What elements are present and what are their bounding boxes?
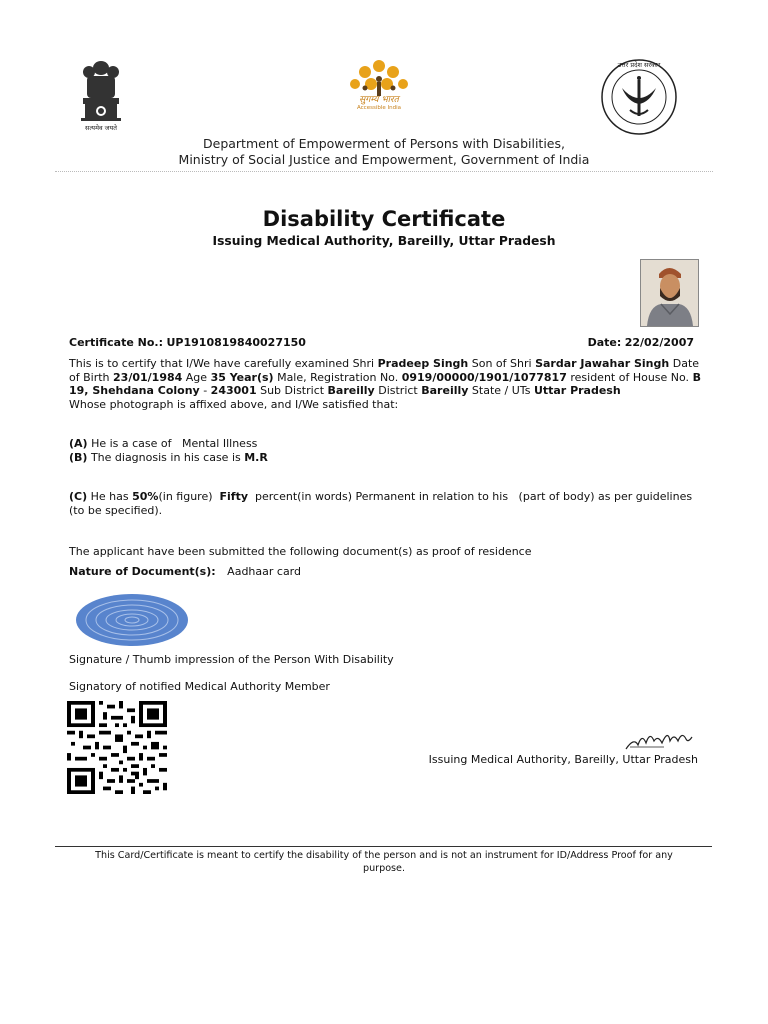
authority-label: Issuing Medical Authority, Bareilly, Uttar Pradesh <box>428 753 698 766</box>
authority-signature <box>624 727 694 753</box>
body-text: This is to certify that I/We have carefully examined Shri <box>69 357 378 370</box>
documents-row <box>69 565 301 579</box>
item-a-text: He is a case of Mental Illness <box>87 437 258 450</box>
department-name: Department of Empowerment of Persons with Disabilities, <box>203 136 565 151</box>
accessible-india-logo <box>343 58 415 118</box>
certificate-date: 22/02/2007 <box>624 336 694 349</box>
documents-label: Nature of Document(s): <box>69 565 216 578</box>
item-b-label: (B) <box>69 451 88 464</box>
item-c-text: (in figure) <box>158 490 220 503</box>
district: Bareilly <box>421 384 469 397</box>
item-b <box>69 451 268 465</box>
ministry-name: Ministry of Social Justice and Empowerment, Government of India <box>178 152 590 167</box>
footer-divider <box>55 846 712 847</box>
qr-code <box>67 701 167 794</box>
certificate-number-row <box>69 336 306 350</box>
body-text: Age <box>182 370 211 384</box>
certificate-date-row <box>560 336 694 350</box>
certification-paragraph <box>69 357 701 411</box>
item-a <box>69 437 257 451</box>
header-divider <box>55 171 713 172</box>
disability-percent-words: Fifty <box>219 490 249 503</box>
accessible-india-caption-en: Accessible India <box>356 105 401 111</box>
footer-note: This Card/Certificate is meant to certify the disability of the person and is not an instrument for ID/Address Proof for any purpose. <box>95 850 673 874</box>
certificate-number: UP1910819840027150 <box>166 336 306 349</box>
disability-percent: 50% <box>132 490 159 503</box>
item-c-text: He has <box>87 490 133 503</box>
item-b-text: The diagnosis in his case is <box>87 451 245 464</box>
accessible-india-caption: सुगम्य भारत <box>359 95 399 105</box>
item-c <box>69 490 703 517</box>
father-name: Sardar Jawahar Singh <box>535 357 670 370</box>
applicant-photo <box>640 259 699 327</box>
body-text: Male, Registration No. <box>273 370 402 384</box>
certificate-title: Disability Certificate <box>262 207 506 231</box>
seal-text: उत्तर प्रदेश सरकार <box>617 61 661 69</box>
body-text: District <box>374 384 422 397</box>
thumb-caption: Signature / Thumb impression of the Person With Disability <box>69 653 394 666</box>
signatory-label: Signatory of notified Medical Authority Member <box>69 680 330 693</box>
applicant-name: Pradeep Singh <box>377 357 469 370</box>
state: Uttar Pradesh <box>533 384 621 397</box>
documents-intro: The applicant have been submitted the following document(s) as proof of residence <box>69 545 532 558</box>
body-text: resident of House No. <box>566 370 693 384</box>
body-text: Son of Shri <box>468 357 536 370</box>
item-a-label: (A) <box>69 437 88 450</box>
certificate-number-label: Certificate No.: <box>69 336 163 349</box>
emblem-motto: सत्यमेव जयते <box>85 124 117 132</box>
sub-district: Bareilly <box>327 384 375 397</box>
thumb-impression <box>74 590 190 650</box>
diagnosis-value: M.R <box>244 451 268 464</box>
age: 35 Year(s) <box>210 370 274 384</box>
uttar-pradesh-seal-logo <box>600 58 678 136</box>
date-of-birth: 23/01/1984 <box>113 370 183 384</box>
body-text: - <box>199 384 211 397</box>
registration-number: 0919/00000/1901/1077817 <box>401 370 567 384</box>
item-c-label: (C) <box>69 490 88 503</box>
house-address: B 19, Shehdana Colony <box>69 370 701 397</box>
body-text: State / UTs <box>468 384 534 397</box>
certificate-date-label: Date: <box>587 336 622 349</box>
documents-value: Aadhaar card <box>227 565 301 578</box>
department-header <box>0 136 768 168</box>
emblem-of-india-logo <box>72 56 130 134</box>
body-text: Date of Birth <box>69 357 700 384</box>
body-text-line2: Whose photograph is affixed above, and I/We satisfied that: <box>69 397 399 411</box>
pin-code: 243001 <box>210 384 257 397</box>
item-c-text: percent(in words) Permanent in relation to his (part of body) as per guidelines (to be specified). <box>69 490 696 517</box>
certificate-subtitle: Issuing Medical Authority, Bareilly, Uttar Pradesh <box>212 234 556 248</box>
body-text: Sub District <box>256 384 328 397</box>
